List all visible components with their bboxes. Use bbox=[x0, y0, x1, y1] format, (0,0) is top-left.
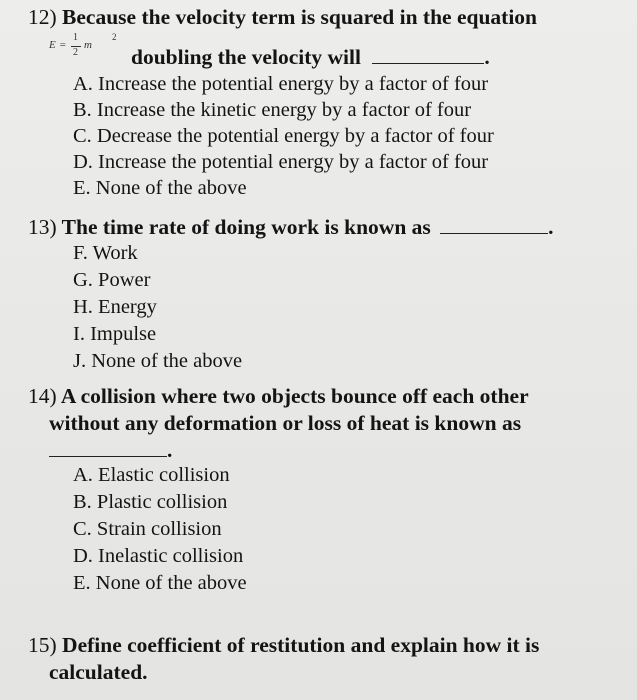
question-14-option-e: E. None of the above bbox=[73, 572, 247, 594]
question-15-line-2-wrap bbox=[49, 659, 148, 685]
question-12-number: 12) bbox=[28, 5, 57, 29]
question-13-number: 13) bbox=[28, 215, 57, 239]
question-12-period: . bbox=[484, 45, 490, 69]
question-14-option-c: C. Strain collision bbox=[73, 518, 222, 540]
question-14-answer-blank[interactable] bbox=[49, 438, 167, 457]
question-13-option-i: I. Impulse bbox=[73, 323, 157, 345]
question-13-option-g: G. Power bbox=[73, 269, 151, 291]
question-14-line-2-wrap bbox=[49, 410, 521, 436]
question-12-option-b: B. Increase the kinetic energy by a factor of four bbox=[73, 99, 472, 121]
question-15-number: 15) bbox=[28, 633, 57, 657]
question-13-option-f: F. Work bbox=[73, 242, 138, 264]
question-12-option-a: A. Increase the potential energy by a factor of four bbox=[73, 73, 489, 95]
question-14-option-b: B. Plastic collision bbox=[73, 491, 228, 513]
equation-equals: = bbox=[59, 39, 67, 51]
kinetic-energy-equation bbox=[47, 30, 129, 66]
question-14-option-a: A. Elastic collision bbox=[73, 464, 230, 486]
question-14-line-2: without any deformation or loss of heat is known as bbox=[49, 411, 522, 435]
question-14-heading bbox=[28, 383, 529, 409]
question-12-continuation bbox=[131, 44, 490, 70]
question-15-heading bbox=[28, 632, 539, 658]
question-12-option-d: D. Increase the potential energy by a factor of four bbox=[73, 151, 489, 173]
question-12-continuation-text: doubling the velocity will bbox=[131, 45, 361, 69]
question-13-option-j: J. None of the above bbox=[73, 350, 243, 372]
question-12-heading bbox=[28, 4, 537, 30]
question-14-option-d: D. Inelastic collision bbox=[73, 545, 244, 567]
question-13-option-h: H. Energy bbox=[73, 296, 157, 318]
question-14-blank-line bbox=[49, 437, 172, 463]
question-14-line-1: A collision where two objects bounce off each other bbox=[60, 384, 529, 408]
equation-mass-variable: m bbox=[84, 39, 92, 51]
question-13-text: The time rate of doing work is known as bbox=[61, 215, 431, 239]
question-12-text: Because the velocity term is squared in the equation bbox=[62, 5, 538, 29]
question-12-answer-blank[interactable] bbox=[372, 45, 484, 64]
question-13-heading bbox=[28, 214, 554, 240]
question-12-option-c: C. Decrease the potential energy by a factor of four bbox=[73, 125, 494, 147]
question-15-line-2: calculated. bbox=[49, 660, 148, 684]
equation-lhs: E bbox=[49, 39, 56, 51]
question-15-line-1: Define coefficient of restitution and explain how it is bbox=[62, 633, 540, 657]
question-14-period: . bbox=[167, 438, 173, 462]
equation-numerator: 1 bbox=[73, 32, 78, 43]
question-12-option-e: E. None of the above bbox=[73, 177, 247, 199]
equation-exponent: 2 bbox=[112, 32, 117, 42]
question-13-period: . bbox=[548, 215, 554, 239]
question-14-number: 14) bbox=[28, 384, 57, 408]
equation-denominator: 2 bbox=[73, 47, 78, 58]
question-13-answer-blank[interactable] bbox=[440, 215, 548, 234]
